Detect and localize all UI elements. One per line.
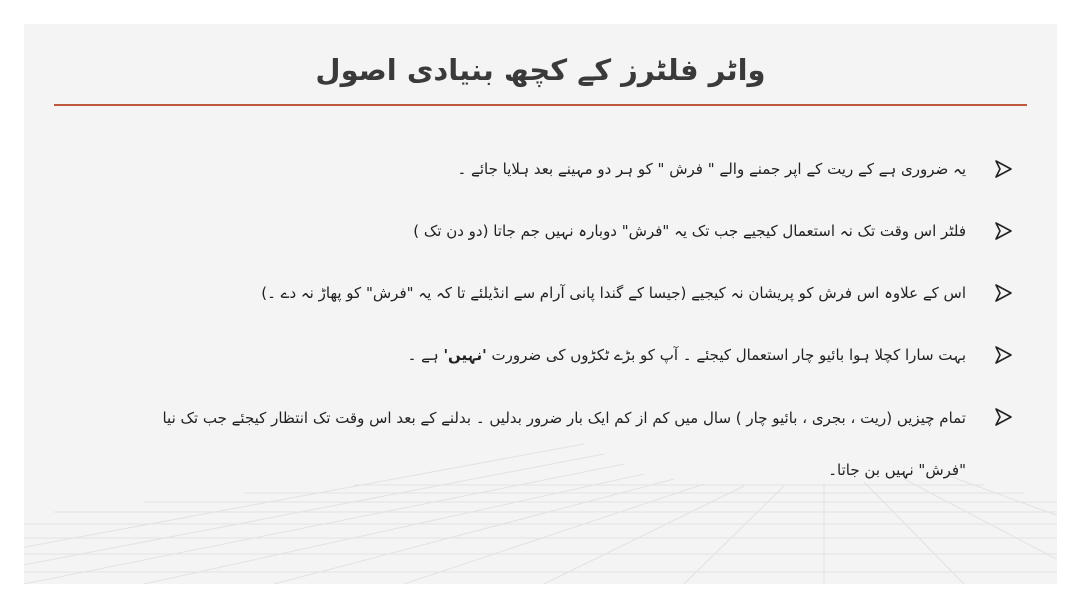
list-item xyxy=(134,278,1014,308)
arrowhead-bullet-icon xyxy=(992,282,1014,304)
list-item xyxy=(134,392,1014,496)
bullet-list xyxy=(134,154,1014,496)
bullet-emphasis: 'نہیں' xyxy=(443,346,487,364)
bullet-text: بہت سارا کچلا ہوا بائیو چار استعمال کیجئے ۔ آپ کو بڑے ٹکڑوں کی ضرورت xyxy=(486,346,966,364)
slide xyxy=(24,24,1057,584)
slide-title: واٹر فلٹرز کے کچھ بنیادی اصول xyxy=(315,53,766,87)
list-item xyxy=(134,340,1014,370)
arrowhead-bullet-icon xyxy=(992,406,1014,428)
arrowhead-bullet-icon xyxy=(992,344,1014,366)
bullet-text: فلٹر اس وقت تک نہ استعمال کیجیے جب تک یہ "فرش" دوبارہ نہیں جم جاتا (دو دن تک ) xyxy=(413,222,966,240)
bullet-text: ہے ۔ xyxy=(407,346,444,364)
list-item xyxy=(134,216,1014,246)
bullet-text: یہ ضروری ہے کے ریت کے اپر جمنے والے " فرش " کو ہر دو مہینے بعد ہلایا جائے ۔ xyxy=(457,160,966,178)
bullet-text: تمام چیزیں (ریت ، بجری ، بائیو چار ) سال میں کم از کم ایک بار ضرور بدلیں ۔ بدلنے کے بعد اس وقت تک انتظار کیجئے جب تک نیا "فرش" نہیں بن جاتا۔ xyxy=(162,409,966,479)
list-item xyxy=(134,154,1014,184)
arrowhead-bullet-icon xyxy=(992,158,1014,180)
title-divider xyxy=(54,104,1027,106)
bullet-text: اس کے علاوہ اس فرش کو پریشان نہ کیجیے (جیسا کے گندا پانی آرام سے انڈیلئے تا کہ یہ "فرش" کو پھاڑ نہ دے ۔) xyxy=(261,284,966,302)
arrowhead-bullet-icon xyxy=(992,220,1014,242)
